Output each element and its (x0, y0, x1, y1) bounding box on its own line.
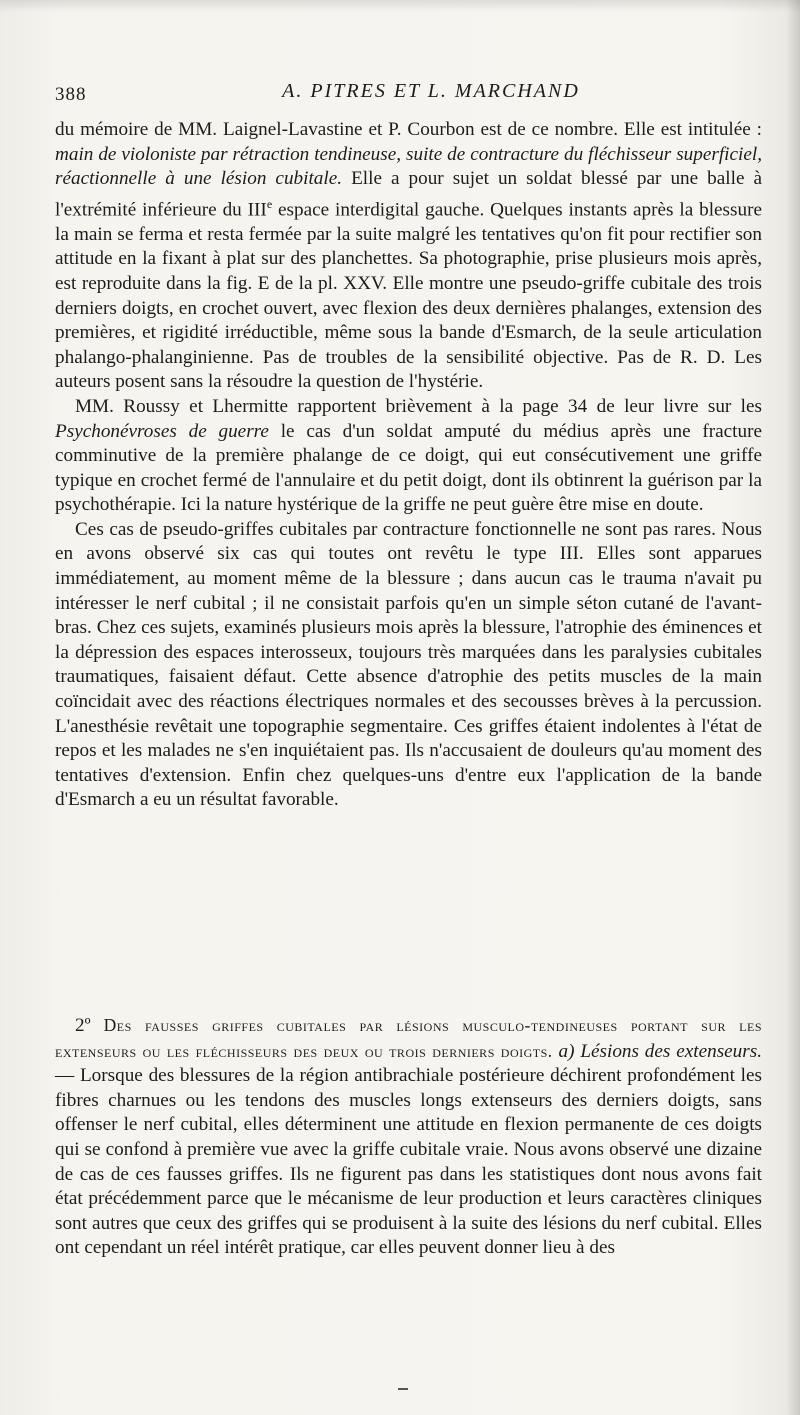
subsection-title: Lésions des extenseurs. (580, 1040, 763, 1062)
section-heading: Des fausses griffes cubitales par lésions musculo-tendineuses portant sur les extenseurs ou les fléchisseurs des deux ou trois derniers doigts. (55, 1015, 762, 1061)
p1-superscript: e (266, 196, 273, 211)
page-number: 388 (55, 84, 87, 105)
paragraph-1 (55, 118, 762, 395)
page-gutter-shadow (786, 0, 800, 1415)
page-header (55, 80, 767, 110)
p1-text-c: espace interdigital gauche. Quelques instants après la blessure la main se ferma et resta fermée par la suite malgré les tentatives qu'on fit pour rectifier son attitude en la fixant à plat sur des planchettes. Sa photographie, prise plusieurs mois après, est reproduite dans la fig. E de la pl. XXV. Elle montre une pseudo-griffe cubitale des trois derniers doigts, en crochet ouvert, avec flexion des deux dernières phalanges, extension des premières, et rigidité irréductible, même sous la bande d'Esmarch, de la seule articulation phalango-phalanginienne. Pas de troubles de la sensibilité objective. Pas de R. D. Les auteurs posent sans la résoudre la question de l'hystérie. (55, 199, 762, 393)
p1-italic-title: main de violoniste par rétraction tendineuse, suite de contracture du fléchisseur superficiel, réactionnelle à une lésion cubitale. (55, 143, 762, 190)
p2-italic-title: Psychonévroses de guerre (55, 420, 269, 442)
p2-text-b: le cas d'un soldat amputé du médius après une fracture comminutive de la première phalange de ce doigt, qui eut consécutivement une griffe typique en crochet fermé de l'annulaire et du petit doigt, dont ils obtinrent la guérison par la psychothérapie. Ici la nature hystérique de la griffe ne peut guère être mise en doute. (55, 420, 762, 516)
running-title: A. PITRES ET L. MARCHAND (282, 80, 580, 102)
p2-text-a: MM. Roussy et Lhermitte rapportent brièvement à la page 34 de leur livre sur les (75, 395, 762, 417)
paragraph-2 (55, 395, 762, 518)
section-2 (55, 1013, 762, 1261)
paragraph-3: Ces cas de pseudo-griffes cubitales par contracture fonctionnelle ne sont pas rares. Nous en avons observé six cas qui toutes ont revêtu le type III. Elles sont apparues immédiatement, au moment même de la blessure ; dans aucun cas le trauma n'avait pu intéresser le nerf cubital ; il ne consistait parfois qu'en un simple séton cutané de l'avant-bras. Chez ces sujets, examinés plusieurs mois après la blessure, l'atrophie des éminences et la dépression des espaces interosseux, toujours très marquées dans les paralysies cubitales traumatiques, faisaient défaut. Cette absence d'atrophie des petits muscles de la main coïncidait avec des réactions électriques normales et des secousses brèves à la percussion. L'anesthésie revêtait une topographie segmentaire. Ces griffes étaient indolentes à l'état de repos et les malades ne s'en inquiétaient pas. Ils n'accusaient de douleurs qu'au moment des tentatives d'extension. Enfin chez quelques-uns d'entre eux l'application de la bande d'Esmarch a eu un résultat favorable. (55, 518, 762, 811)
main-text (55, 118, 762, 813)
section-body: — Lorsque des blessures de la région antibrachiale postérieure déchirent profondément les fibres charnues ou les tendons des muscles longs extenseurs des derniers doigts, sans offenser le nerf cubital, elles déterminent une attitude en flexion permanente de ces doigts qui se confond à première vue avec la griffe cubitale vraie. Nous avons observé une dizaine de cas de ces fausses griffes. Ils ne figurent pas dans les statistiques dont nous avons fait état précédemment parce que le mécanisme de leur production et leurs caractères cliniques sont autres que ceux des griffes qui se produisent à la suite des lésions du nerf cubital. Elles ont cependant un réel intérêt pratique, car elles peuvent donner lieu à des (55, 1065, 762, 1259)
p1-text-b: Elle a pour sujet un soldat blessé par une balle à l'extrémité inférieure du III (55, 168, 762, 221)
section-2-paragraph (55, 1013, 762, 1261)
section-number: 2º (75, 1015, 104, 1036)
page-top-shadow (0, 0, 800, 12)
subsection-label: a) (552, 1040, 581, 1062)
section-separator (55, 986, 762, 1012)
p1-text-a: du mémoire de MM. Laignel-Lavastine et P. Courbon est de ce nombre. Elle est intitulée : (55, 119, 762, 140)
footer-mark (398, 1388, 408, 1390)
